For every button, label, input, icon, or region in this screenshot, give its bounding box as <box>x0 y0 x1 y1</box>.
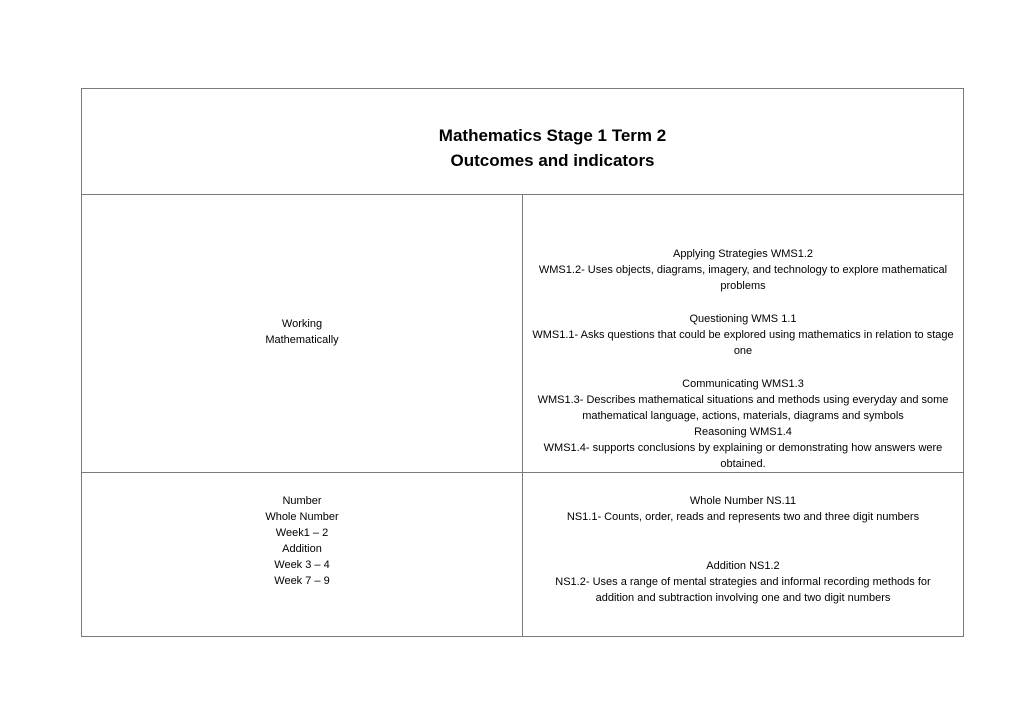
document-subtitle: Outcomes and indicators <box>450 151 655 170</box>
row-label-line: Whole Number <box>265 511 339 523</box>
outcome-text: NS1.1- Counts, order, reads and represents two and three digit numbers <box>566 511 920 523</box>
outcome-heading: Whole Number NS.11 <box>689 495 797 507</box>
strand-outcome: WMS1.1- Asks questions that could be explored using mathematics in relation to stage one <box>532 329 954 357</box>
strand-heading: Applying Strategies WMS1.2 <box>672 248 813 260</box>
working-mathematically-label-cell <box>82 195 523 473</box>
number-content-cell <box>523 473 964 637</box>
row-label-line: Working <box>281 318 323 330</box>
outcome-text: NS1.2- Uses a range of mental strategies and informal recording methods for addition and subtraction involving one and two digit numbers <box>555 576 931 604</box>
strand-outcome: WMS1.4- supports conclusions by explaining or demonstrating how answers were obtained. <box>543 442 943 470</box>
row-label-line: Mathematically <box>265 334 339 346</box>
strand-heading: Communicating WMS1.3 <box>682 378 804 390</box>
title-row <box>82 89 964 195</box>
document-title: Mathematics Stage 1 Term 2 <box>438 126 667 145</box>
strand-outcome: WMS1.3- Describes mathematical situations and methods using everyday and some mathematical language, actions, materials, diagrams and symbols <box>537 394 949 422</box>
strand-heading: Questioning WMS 1.1 <box>689 313 797 325</box>
number-row <box>82 473 964 637</box>
outcomes-table <box>81 88 964 637</box>
row-label-line: Week1 – 2 <box>275 527 329 539</box>
row-label-line: Week 7 – 9 <box>274 575 330 587</box>
row-label-line: Week 3 – 4 <box>274 559 330 571</box>
outcome-heading: Addition NS1.2 <box>706 560 780 572</box>
row-label-line: Number <box>282 495 322 507</box>
working-mathematically-row <box>82 195 964 473</box>
title-cell <box>82 89 964 195</box>
working-mathematically-content-cell <box>523 195 964 473</box>
row-label-line: Addition <box>282 543 322 555</box>
strand-heading: Reasoning WMS1.4 <box>694 426 792 438</box>
strand-outcome: WMS1.2- Uses objects, diagrams, imagery, and technology to explore mathematical problems <box>538 264 948 292</box>
number-label-cell <box>82 473 523 637</box>
